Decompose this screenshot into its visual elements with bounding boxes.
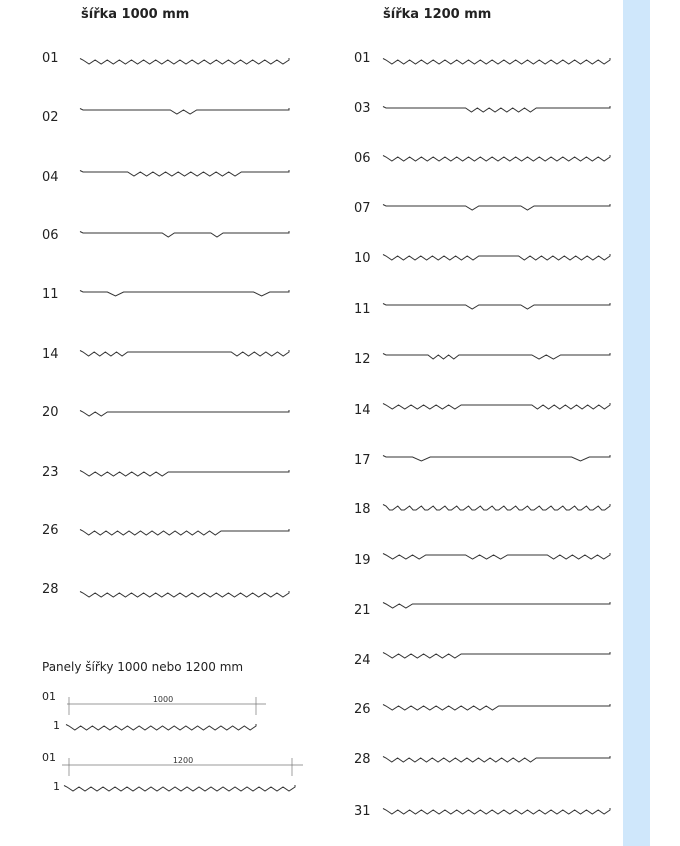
profile-right-17 [383,455,610,461]
profile-code-left-23: 23 [42,465,59,480]
profile-right-19 [383,553,610,559]
heading-width-1200: šířka 1200 mm [383,7,492,22]
profile-left-01 [80,58,289,64]
profile-left-20 [80,410,289,416]
panel-b-row-code: 01 [42,751,56,764]
profile-left-11 [80,290,289,296]
panel-a-dimension [67,695,266,715]
profile-right-28 [383,756,610,762]
heading-width-1000: šířka 1000 mm [81,7,190,22]
profile-code-right-07: 07 [354,201,371,216]
profile-left-02 [80,108,289,114]
profile-code-right-11: 11 [354,302,371,317]
profile-code-left-01: 01 [42,51,59,66]
panel-b-profile [64,785,295,791]
profile-code-left-26: 26 [42,523,59,538]
profile-right-12 [383,353,610,359]
profile-code-right-17: 17 [354,453,371,468]
panel-a-profile [66,724,256,730]
panel-b-index: 1 [53,780,60,793]
profile-right-26 [383,704,610,710]
profile-code-right-28: 28 [354,752,371,767]
panels-caption: Panely šířky 1000 nebo 1200 mm [42,660,244,674]
profile-code-right-24: 24 [354,653,371,668]
profile-right-14 [383,403,610,409]
profile-left-06 [80,231,289,237]
profile-right-11 [383,303,610,309]
panel-a-index: 1 [53,719,60,732]
profile-code-right-01: 01 [354,51,371,66]
profile-right-24 [383,652,610,658]
profile-left-23 [80,470,289,476]
profile-code-right-19: 19 [354,553,371,568]
profile-right-01 [383,58,610,64]
profile-left-14 [80,350,289,356]
profile-right-07 [383,204,610,210]
profile-right-10 [383,254,610,260]
profile-right-21 [383,602,610,608]
profile-code-left-28: 28 [42,582,59,597]
profile-code-right-21: 21 [354,603,371,618]
profile-right-18 [383,504,610,510]
profile-right-03 [383,106,610,112]
profile-code-left-20: 20 [42,405,59,420]
profile-left-26 [80,529,289,535]
profile-code-right-12: 12 [354,352,371,367]
profile-code-right-06: 06 [354,151,371,166]
profile-left-28 [80,591,289,597]
profile-code-left-14: 14 [42,347,59,362]
panel-b-dimension [62,756,303,776]
panel-a-dimension-label: 1000 [152,695,174,704]
panel-a-row-code: 01 [42,690,56,703]
profile-code-right-03: 03 [354,101,371,116]
profile-code-left-04: 04 [42,170,59,185]
profile-code-left-02: 02 [42,110,59,125]
panel-b-dimension-label: 1200 [172,756,194,765]
profile-lines [64,58,610,814]
profile-right-06 [383,155,610,161]
profile-code-right-31: 31 [354,804,371,819]
profile-code-right-14: 14 [354,403,371,418]
profile-code-right-26: 26 [354,702,371,717]
profile-code-left-06: 06 [42,228,59,243]
profile-code-right-18: 18 [354,502,371,517]
profile-left-04 [80,170,289,176]
profile-code-right-10: 10 [354,251,371,266]
profile-right-31 [383,808,610,814]
profile-code-left-11: 11 [42,287,59,302]
